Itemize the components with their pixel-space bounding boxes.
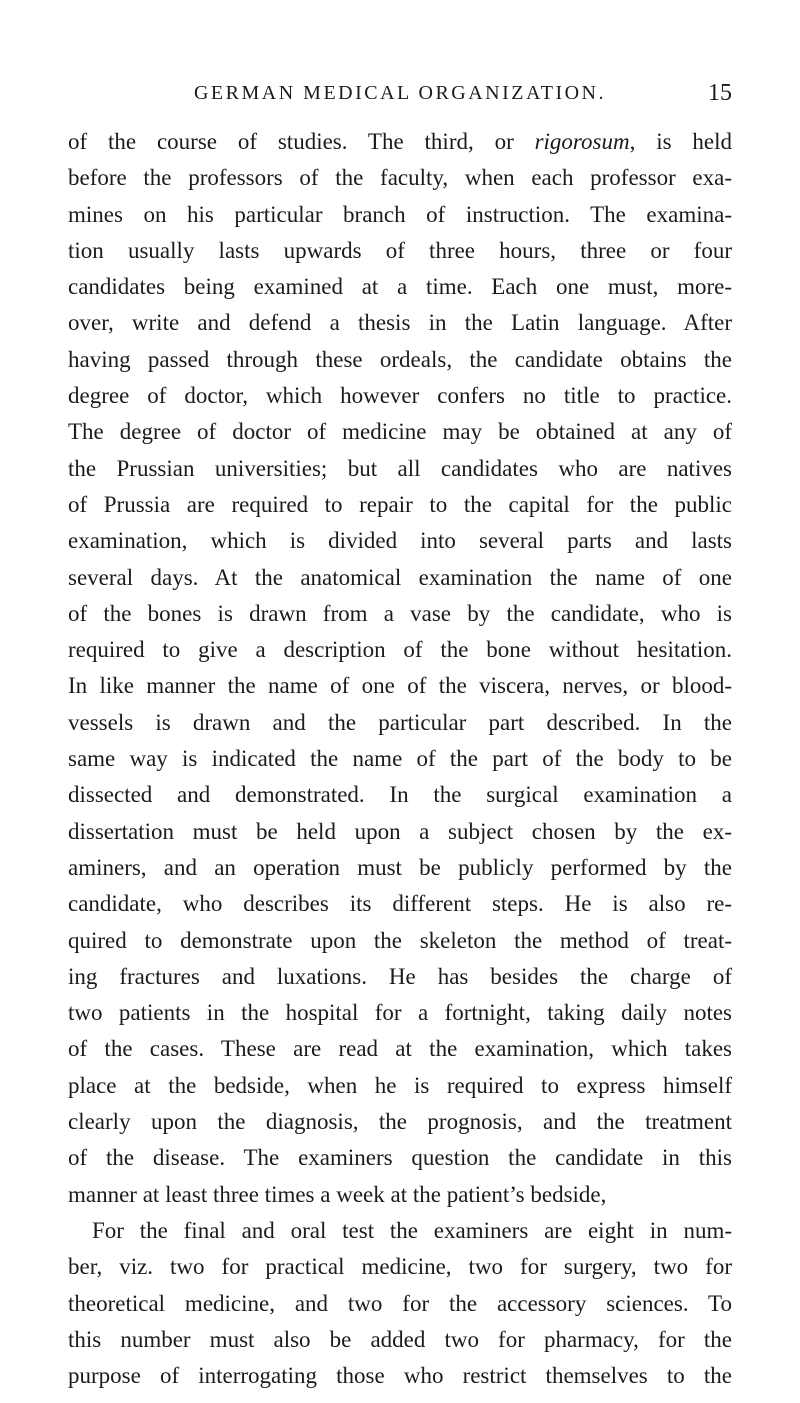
text-line: two patients in the hospital for a fortnight, taking daily notes: [68, 1000, 732, 1026]
text-line: theoretical medicine, and two for the accessory sciences. To: [68, 1290, 732, 1316]
text-line: of the bones is drawn from a vase by the candidate, who is: [68, 600, 732, 626]
text-line: required to give a description of the bone without hesitation.: [68, 637, 732, 663]
text-line: examination, which is divided into several parts and lasts: [68, 528, 732, 554]
page-number: 15: [708, 80, 732, 106]
page-header: [68, 76, 732, 110]
text-line: In like manner the name of one of the viscera, nerves, or blood-: [68, 673, 732, 699]
text-line: manner at least three times a week at the patient’s bedside,: [68, 1181, 607, 1207]
text-line: purpose of interrogating those who restrict themselves to the: [68, 1363, 732, 1389]
text-line: dissertation must be held upon a subject chosen by the ex-: [68, 818, 732, 844]
text-line: vessels is drawn and the particular part described. In the: [68, 709, 732, 735]
text-line: ing fractures and luxations. He has besides the charge of: [68, 963, 732, 989]
text-line: several days. At the anatomical examination the name of one: [68, 564, 732, 590]
running-head: GERMAN MEDICAL ORGANIZATION.: [193, 82, 606, 104]
text-line: candidate, who describes its different steps. He is also re-: [68, 891, 732, 917]
text-line: having passed through these ordeals, the candidate obtains the: [68, 346, 732, 372]
text-line: of the disease. The examiners question the candidate in this: [68, 1145, 732, 1171]
text-line: degree of doctor, which however confers no title to practice.: [68, 383, 732, 409]
text-line: this number must also be added two for pharmacy, for the: [68, 1326, 732, 1352]
text-line: clearly upon the diagnosis, the prognosis, and the treatment: [68, 1109, 732, 1135]
text-line: of Prussia are required to repair to the capital for the public: [68, 491, 732, 517]
text-line: candidates being examined at a time. Each one must, more-: [68, 274, 732, 300]
text-line: dissected and demonstrated. In the surgical examination a: [68, 782, 732, 808]
text-line: place at the bedside, when he is required to express himself: [68, 1072, 732, 1098]
text-line: The degree of doctor of medicine may be obtained at any of: [68, 419, 732, 445]
text-line: of the course of studies. The third, or rigorosum, is held: [68, 129, 732, 154]
text-line: the Prussian universities; but all candidates who are natives: [68, 455, 732, 481]
text-line: over, write and defend a thesis in the Latin language. After: [68, 310, 732, 336]
text-line: For the final and oral test the examiners are eight in num-: [92, 1217, 732, 1243]
text-line: ber, viz. two for practical medicine, two for surgery, two for: [68, 1254, 732, 1280]
italic-term: rigorosum: [534, 129, 630, 154]
text-line: of the cases. These are read at the examination, which takes: [68, 1036, 732, 1062]
text-line: tion usually lasts upwards of three hours, three or four: [68, 237, 732, 263]
body-text: [68, 124, 732, 1394]
text-line: same way is indicated the name of the part of the body to be: [68, 746, 732, 772]
text-line: aminers, and an operation must be publicly performed by the: [68, 854, 732, 880]
text-line: quired to demonstrate upon the skeleton the method of treat-: [68, 927, 732, 953]
text-line: mines on his particular branch of instruction. The examina-: [68, 201, 732, 227]
text-line: before the professors of the faculty, when each professor exa-: [68, 165, 732, 191]
